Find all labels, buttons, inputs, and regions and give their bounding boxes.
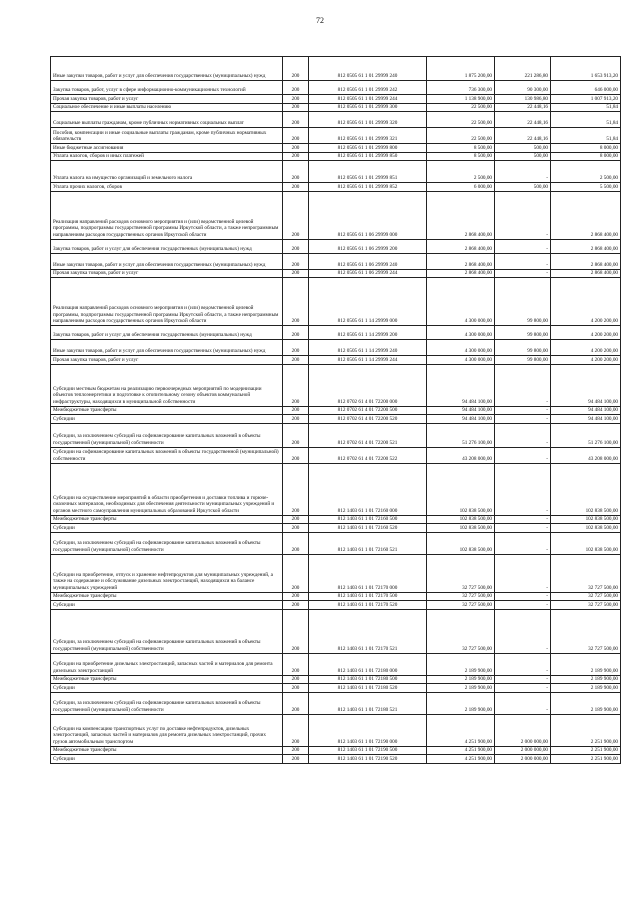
table-row <box>51 592 621 601</box>
row-budget-code-cell: 812 0702 61 4 01 72200 522 <box>309 447 427 463</box>
row-change-cell: 90 300,00 <box>495 81 551 95</box>
row-budget-code-cell: 812 1403 61 1 01 72180 000 <box>309 653 427 675</box>
row-budget-code-cell: 812 0505 61 1 06 29999 200 <box>309 239 427 253</box>
row-change-cell: 99 800,00 <box>495 326 551 340</box>
table-row <box>51 524 621 533</box>
row-change-cell: 500,00 <box>495 183 551 192</box>
row-name-cell: Межбюджетные трансферты <box>51 746 283 755</box>
row-total-cell: 2 500,00 <box>551 161 621 183</box>
row-total-cell: 51,84 <box>551 103 621 112</box>
table-row <box>51 278 621 326</box>
row-admin-code-cell: 200 <box>283 601 309 610</box>
row-amount-cell: 4 300 000,00 <box>427 340 495 356</box>
row-budget-code-cell: 812 0702 61 4 01 72200 520 <box>309 415 427 424</box>
row-budget-code-cell: 812 0505 61 1 14 29999 200 <box>309 326 427 340</box>
row-name-cell: Субсидии на приобретение, отпуск и хранение нефтепродуктов для муниципальных учреждений, а также на содержание и обслуживание дизельных электростанций, находящихся на балансе муниципальных учреждений <box>51 554 283 592</box>
row-change-cell: 500,00 <box>495 152 551 161</box>
table-row <box>51 161 621 183</box>
row-admin-code-cell: 200 <box>283 128 309 144</box>
row-amount-cell: 102 838 500,00 <box>427 524 495 533</box>
row-total-cell: 2 189 900,00 <box>551 653 621 675</box>
row-name-cell: Социальные выплаты гражданам, кроме публичных нормативных социальных выплат <box>51 112 283 128</box>
table-row <box>51 326 621 340</box>
row-total-cell: 1 653 913,20 <box>551 57 621 81</box>
row-admin-code-cell: 200 <box>283 746 309 755</box>
row-total-cell: 102 838 500,00 <box>551 532 621 554</box>
row-total-cell: 4 200 200,00 <box>551 356 621 365</box>
row-change-cell: 500,00 <box>495 144 551 153</box>
row-amount-cell: 2 189 900,00 <box>427 653 495 675</box>
row-name-cell: Закупка товаров, работ и услуг для обеспечения государственных (муниципальных) нужд <box>51 239 283 253</box>
row-amount-cell: 102 838 500,00 <box>427 463 495 515</box>
row-change-cell: - <box>495 554 551 592</box>
row-name-cell: Уплата прочих налогов, сборов <box>51 183 283 192</box>
row-change-cell: 22 448,16 <box>495 103 551 112</box>
row-change-cell: 130 986,80 <box>495 95 551 104</box>
row-budget-code-cell: 812 1403 61 1 01 72160 500 <box>309 515 427 524</box>
row-change-cell: - <box>495 524 551 533</box>
row-change-cell: - <box>495 253 551 269</box>
row-budget-code-cell: 812 0702 61 4 01 72200 500 <box>309 406 427 415</box>
row-amount-cell: 2 868 400,00 <box>427 191 495 239</box>
row-amount-cell: 51 276 100,00 <box>427 423 495 447</box>
row-total-cell: 2 868 400,00 <box>551 239 621 253</box>
row-admin-code-cell: 200 <box>283 103 309 112</box>
row-budget-code-cell: 812 0505 61 1 01 29999 320 <box>309 112 427 128</box>
row-change-cell: - <box>495 364 551 406</box>
row-total-cell: 94 484 100,00 <box>551 415 621 424</box>
row-admin-code-cell: 200 <box>283 423 309 447</box>
table-row <box>51 128 621 144</box>
table-row <box>51 415 621 424</box>
row-budget-code-cell: 812 1403 61 1 01 72190 000 <box>309 714 427 746</box>
row-amount-cell: 32 727 500,00 <box>427 601 495 610</box>
row-amount-cell: 4 300 000,00 <box>427 326 495 340</box>
row-change-cell: 99 800,00 <box>495 340 551 356</box>
row-name-cell: Прочая закупка товаров, работ и услуг <box>51 356 283 365</box>
table-row <box>51 609 621 653</box>
table-row <box>51 447 621 463</box>
row-budget-code-cell: 812 1403 61 1 01 72170 000 <box>309 554 427 592</box>
row-change-cell: 22 448,16 <box>495 112 551 128</box>
row-total-cell: 32 727 500,00 <box>551 609 621 653</box>
row-budget-code-cell: 812 0505 61 1 01 29999 244 <box>309 95 427 104</box>
row-admin-code-cell: 200 <box>283 692 309 714</box>
row-change-cell: 22 448,16 <box>495 128 551 144</box>
row-admin-code-cell: 200 <box>283 356 309 365</box>
row-change-cell: - <box>495 161 551 183</box>
row-change-cell: - <box>495 423 551 447</box>
table-row <box>51 532 621 554</box>
row-budget-code-cell: 812 0505 61 1 01 29999 851 <box>309 161 427 183</box>
row-amount-cell: 94 484 100,00 <box>427 415 495 424</box>
row-budget-code-cell: 812 1403 61 1 01 72180 520 <box>309 684 427 693</box>
row-admin-code-cell: 200 <box>283 183 309 192</box>
row-total-cell: 4 200 200,00 <box>551 326 621 340</box>
row-admin-code-cell: 200 <box>283 684 309 693</box>
row-budget-code-cell: 812 1403 61 1 01 72160 520 <box>309 524 427 533</box>
row-amount-cell: 32 727 500,00 <box>427 592 495 601</box>
table-body <box>51 57 621 764</box>
row-name-cell: Субсидии на приобретение дизельных электростанций, запасных частей и материалов для ремонта дизельных электростанций <box>51 653 283 675</box>
row-amount-cell: 1 138 900,00 <box>427 95 495 104</box>
row-budget-code-cell: 812 1403 61 1 01 72180 500 <box>309 675 427 684</box>
row-name-cell: Субсидии <box>51 755 283 764</box>
row-total-cell: 2 189 900,00 <box>551 675 621 684</box>
row-budget-code-cell: 812 0505 61 1 06 29999 000 <box>309 191 427 239</box>
row-budget-code-cell: 812 1403 61 1 01 72160 000 <box>309 463 427 515</box>
row-amount-cell: 2 189 900,00 <box>427 692 495 714</box>
row-name-cell: Субсидии <box>51 524 283 533</box>
row-name-cell: Субсидии <box>51 601 283 610</box>
table-row <box>51 675 621 684</box>
row-budget-code-cell: 812 0505 61 1 01 29999 242 <box>309 81 427 95</box>
row-amount-cell: 94 484 100,00 <box>427 406 495 415</box>
row-total-cell: 8 000,00 <box>551 152 621 161</box>
row-amount-cell: 22 500,00 <box>427 112 495 128</box>
row-name-cell: Межбюджетные трансферты <box>51 406 283 415</box>
row-total-cell: 646 000,00 <box>551 81 621 95</box>
table-row <box>51 406 621 415</box>
row-admin-code-cell: 200 <box>283 415 309 424</box>
row-total-cell: 2 868 400,00 <box>551 253 621 269</box>
row-change-cell: 99 800,00 <box>495 356 551 365</box>
table-row <box>51 653 621 675</box>
row-budget-code-cell: 812 1403 61 1 01 72170 521 <box>309 609 427 653</box>
row-change-cell: 2 000 000,00 <box>495 714 551 746</box>
row-admin-code-cell: 200 <box>283 755 309 764</box>
row-admin-code-cell: 200 <box>283 532 309 554</box>
row-budget-code-cell: 812 0505 61 1 01 29999 850 <box>309 152 427 161</box>
row-total-cell: 102 838 500,00 <box>551 515 621 524</box>
row-budget-code-cell: 812 1403 61 1 01 72190 520 <box>309 755 427 764</box>
table-row <box>51 95 621 104</box>
row-amount-cell: 102 838 500,00 <box>427 532 495 554</box>
row-budget-code-cell: 812 1403 61 1 01 72190 500 <box>309 746 427 755</box>
row-admin-code-cell: 200 <box>283 675 309 684</box>
table-row <box>51 364 621 406</box>
row-name-cell: Субсидии на софинансирование капитальных вложений в объекты государственной (муниципальной) собственности <box>51 447 283 463</box>
row-budget-code-cell: 812 0702 61 4 01 72200 521 <box>309 423 427 447</box>
table-row <box>51 144 621 153</box>
row-name-cell: Субсидии, за исключением субсидий на софинансирование капитальных вложений в объекты государственной (муниципальной) собственности <box>51 423 283 447</box>
row-total-cell: 1 007 913,20 <box>551 95 621 104</box>
row-name-cell: Субсидии <box>51 415 283 424</box>
row-admin-code-cell: 200 <box>283 340 309 356</box>
table-row <box>51 684 621 693</box>
row-admin-code-cell: 200 <box>283 95 309 104</box>
row-admin-code-cell: 200 <box>283 326 309 340</box>
row-admin-code-cell: 200 <box>283 524 309 533</box>
row-change-cell: - <box>495 239 551 253</box>
row-admin-code-cell: 200 <box>283 447 309 463</box>
row-admin-code-cell: 200 <box>283 144 309 153</box>
row-change-cell: - <box>495 653 551 675</box>
table-row <box>51 746 621 755</box>
row-amount-cell: 2 868 400,00 <box>427 239 495 253</box>
row-budget-code-cell: 812 0505 61 1 01 29999 852 <box>309 183 427 192</box>
row-amount-cell: 4 251 900,00 <box>427 714 495 746</box>
row-name-cell: Социальное обеспечение и иные выплаты населению <box>51 103 283 112</box>
table-row <box>51 356 621 365</box>
row-amount-cell: 102 838 500,00 <box>427 515 495 524</box>
row-admin-code-cell: 200 <box>283 463 309 515</box>
table-row <box>51 191 621 239</box>
row-total-cell: 51,84 <box>551 128 621 144</box>
row-amount-cell: 6 000,00 <box>427 183 495 192</box>
row-total-cell: 51,84 <box>551 112 621 128</box>
row-amount-cell: 22 500,00 <box>427 103 495 112</box>
row-change-cell: 221 286,80 <box>495 57 551 81</box>
row-admin-code-cell: 200 <box>283 81 309 95</box>
row-change-cell: - <box>495 601 551 610</box>
row-admin-code-cell: 200 <box>283 253 309 269</box>
row-total-cell: 2 189 900,00 <box>551 684 621 693</box>
table-row <box>51 57 621 81</box>
row-admin-code-cell: 200 <box>283 515 309 524</box>
row-change-cell: 2 000 000,00 <box>495 755 551 764</box>
row-change-cell: - <box>495 406 551 415</box>
row-total-cell: 94 484 100,00 <box>551 406 621 415</box>
row-name-cell: Межбюджетные трансферты <box>51 592 283 601</box>
row-total-cell: 2 189 900,00 <box>551 692 621 714</box>
row-name-cell: Уплата налогов, сборов и иных платежей <box>51 152 283 161</box>
row-total-cell: 4 200 200,00 <box>551 340 621 356</box>
row-amount-cell: 8 500,00 <box>427 144 495 153</box>
row-admin-code-cell: 200 <box>283 278 309 326</box>
row-name-cell: Иные закупки товаров, работ и услуг для обеспечения государственных (муниципальных) нужд <box>51 57 283 81</box>
row-name-cell: Уплата налога на имущество организаций и земельного налога <box>51 161 283 183</box>
page-number: 72 <box>316 16 324 25</box>
row-admin-code-cell: 200 <box>283 364 309 406</box>
row-name-cell: Субсидии, за исключением субсидий на софинансирование капитальных вложений в объекты государственной (муниципальной) собственности <box>51 532 283 554</box>
row-total-cell: 2 251 900,00 <box>551 746 621 755</box>
row-name-cell: Межбюджетные трансферты <box>51 675 283 684</box>
row-name-cell: Субсидии на компенсацию транспортных услуг по доставке нефтепродуктов, дизельных электростанций, запасных частей и материалов для ремонта дизельных электростанций, прочих грузов автомобильным транспортом <box>51 714 283 746</box>
row-total-cell: 51 276 100,00 <box>551 423 621 447</box>
row-amount-cell: 2 500,00 <box>427 161 495 183</box>
row-total-cell: 94 484 100,00 <box>551 364 621 406</box>
row-budget-code-cell: 812 1403 61 1 01 72160 521 <box>309 532 427 554</box>
row-name-cell: Иные закупки товаров, работ и услуг для обеспечения государственных (муниципальных) нужд <box>51 253 283 269</box>
row-admin-code-cell: 200 <box>283 592 309 601</box>
row-admin-code-cell: 200 <box>283 714 309 746</box>
row-total-cell: 4 200 200,00 <box>551 278 621 326</box>
table-row <box>51 253 621 269</box>
row-change-cell: 99 800,00 <box>495 278 551 326</box>
row-change-cell: - <box>495 592 551 601</box>
row-budget-code-cell: 812 0505 61 1 01 29999 321 <box>309 128 427 144</box>
row-budget-code-cell: 812 0505 61 1 01 29999 800 <box>309 144 427 153</box>
table-row <box>51 714 621 746</box>
row-amount-cell: 4 251 900,00 <box>427 755 495 764</box>
row-total-cell: 43 208 000,00 <box>551 447 621 463</box>
row-change-cell: - <box>495 463 551 515</box>
table-row <box>51 515 621 524</box>
row-total-cell: 8 000,00 <box>551 144 621 153</box>
row-amount-cell: 8 500,00 <box>427 152 495 161</box>
row-change-cell: - <box>495 684 551 693</box>
row-amount-cell: 94 484 100,00 <box>427 364 495 406</box>
row-admin-code-cell: 200 <box>283 609 309 653</box>
table-row <box>51 423 621 447</box>
row-change-cell: - <box>495 191 551 239</box>
row-name-cell: Субсидии местным бюджетам на реализацию первоочередных мероприятий по модернизации объектов теплоэнергетики и подготовке к отопительному сезону объектов коммунальной инфраструктуры, находящихся в муниципальной собственности <box>51 364 283 406</box>
row-name-cell: Закупка товаров, работ, услуг в сфере информационно-коммуникационных технологий <box>51 81 283 95</box>
row-admin-code-cell: 200 <box>283 161 309 183</box>
row-budget-code-cell: 812 1403 61 1 01 72170 520 <box>309 601 427 610</box>
row-admin-code-cell: 200 <box>283 239 309 253</box>
row-total-cell: 2 868 400,00 <box>551 191 621 239</box>
row-change-cell: - <box>495 532 551 554</box>
row-budget-code-cell: 812 0505 61 1 14 29999 240 <box>309 340 427 356</box>
row-amount-cell: 2 868 400,00 <box>427 269 495 278</box>
row-change-cell: 2 000 000,00 <box>495 746 551 755</box>
row-change-cell: - <box>495 609 551 653</box>
row-admin-code-cell: 200 <box>283 152 309 161</box>
row-amount-cell: 2 189 900,00 <box>427 675 495 684</box>
row-total-cell: 2 251 900,00 <box>551 714 621 746</box>
row-budget-code-cell: 812 0505 61 1 01 29999 240 <box>309 57 427 81</box>
table-row <box>51 183 621 192</box>
table-row <box>51 152 621 161</box>
row-name-cell: Иные бюджетные ассигнования <box>51 144 283 153</box>
row-name-cell: Межбюджетные трансферты <box>51 515 283 524</box>
table-row <box>51 692 621 714</box>
row-name-cell: Пособия, компенсации и иные социальные выплаты гражданам, кроме публичных нормативных обязательств <box>51 128 283 144</box>
row-name-cell: Субсидии, за исключением субсидий на софинансирование капитальных вложений в объекты государственной (муниципальной) собственности <box>51 692 283 714</box>
budget-table <box>50 56 621 764</box>
row-budget-code-cell: 812 0505 61 1 01 29999 300 <box>309 103 427 112</box>
table-row <box>51 601 621 610</box>
row-change-cell: - <box>495 269 551 278</box>
row-admin-code-cell: 200 <box>283 406 309 415</box>
row-change-cell: - <box>495 675 551 684</box>
row-amount-cell: 4 251 900,00 <box>427 746 495 755</box>
row-total-cell: 2 868 400,00 <box>551 269 621 278</box>
row-amount-cell: 43 208 000,00 <box>427 447 495 463</box>
row-budget-code-cell: 812 0505 61 1 14 29999 244 <box>309 356 427 365</box>
table-row <box>51 755 621 764</box>
table-row <box>51 269 621 278</box>
row-amount-cell: 2 868 400,00 <box>427 253 495 269</box>
row-name-cell: Закупка товаров, работ и услуг для обеспечения государственных (муниципальных) нужд <box>51 326 283 340</box>
row-admin-code-cell: 200 <box>283 112 309 128</box>
row-change-cell: - <box>495 447 551 463</box>
row-name-cell: Субсидии <box>51 684 283 693</box>
row-total-cell: 32 727 500,00 <box>551 554 621 592</box>
row-amount-cell: 32 727 500,00 <box>427 609 495 653</box>
table-row <box>51 103 621 112</box>
row-total-cell: 2 251 900,00 <box>551 755 621 764</box>
row-budget-code-cell: 812 0505 61 1 06 29999 240 <box>309 253 427 269</box>
row-total-cell: 102 838 500,00 <box>551 524 621 533</box>
row-admin-code-cell: 200 <box>283 269 309 278</box>
table-row <box>51 463 621 515</box>
row-change-cell: - <box>495 415 551 424</box>
table-row <box>51 554 621 592</box>
table-row <box>51 239 621 253</box>
row-name-cell: Реализация направлений расходов основного мероприятия и (или) ведомственной целевой программы, подпрограммы государственной программы Иркутской области, а также непрограммным направлениям расходов государственных органов Иркутской области <box>51 278 283 326</box>
row-amount-cell: 4 300 000,00 <box>427 278 495 326</box>
row-name-cell: Прочая закупка товаров, работ и услуг <box>51 95 283 104</box>
row-name-cell: Прочая закупка товаров, работ и услуг <box>51 269 283 278</box>
row-amount-cell: 4 300 000,00 <box>427 356 495 365</box>
row-amount-cell: 1 875 200,00 <box>427 57 495 81</box>
table-row <box>51 340 621 356</box>
row-budget-code-cell: 812 1403 61 1 01 72170 500 <box>309 592 427 601</box>
row-change-cell: - <box>495 515 551 524</box>
row-total-cell: 32 727 500,00 <box>551 601 621 610</box>
row-name-cell: Иные закупки товаров, работ и услуг для обеспечения государственных (муниципальных) нужд <box>51 340 283 356</box>
row-change-cell: - <box>495 692 551 714</box>
row-amount-cell: 32 727 500,00 <box>427 554 495 592</box>
row-budget-code-cell: 812 1403 61 1 01 72180 521 <box>309 692 427 714</box>
table-row <box>51 112 621 128</box>
row-total-cell: 5 500,00 <box>551 183 621 192</box>
table-row <box>51 81 621 95</box>
row-amount-cell: 2 189 900,00 <box>427 684 495 693</box>
row-name-cell: Реализация направлений расходов основного мероприятия и (или) ведомственной целевой программы, подпрограммы государственной программы Иркутской области, а также непрограммным направлениям расходов государственных органов Иркутской области <box>51 191 283 239</box>
row-admin-code-cell: 200 <box>283 653 309 675</box>
row-budget-code-cell: 812 0505 61 1 14 29999 000 <box>309 278 427 326</box>
row-total-cell: 102 838 500,00 <box>551 463 621 515</box>
row-name-cell: Субсидии на осуществление мероприятий в области приобретения и доставки топлива и горюче-смазочных материалов, необходимых для обеспечения деятельности муниципальных учреждений и органов местного самоуправления муниципальных образований Иркутской области <box>51 463 283 515</box>
row-admin-code-cell: 200 <box>283 57 309 81</box>
row-budget-code-cell: 812 0702 61 4 01 72200 000 <box>309 364 427 406</box>
row-admin-code-cell: 200 <box>283 554 309 592</box>
row-amount-cell: 736 300,00 <box>427 81 495 95</box>
row-name-cell: Субсидии, за исключением субсидий на софинансирование капитальных вложений в объекты государственной (муниципальной) собственности <box>51 609 283 653</box>
row-budget-code-cell: 812 0505 61 1 06 29999 244 <box>309 269 427 278</box>
row-admin-code-cell: 200 <box>283 191 309 239</box>
row-amount-cell: 22 500,00 <box>427 128 495 144</box>
row-total-cell: 32 727 500,00 <box>551 592 621 601</box>
